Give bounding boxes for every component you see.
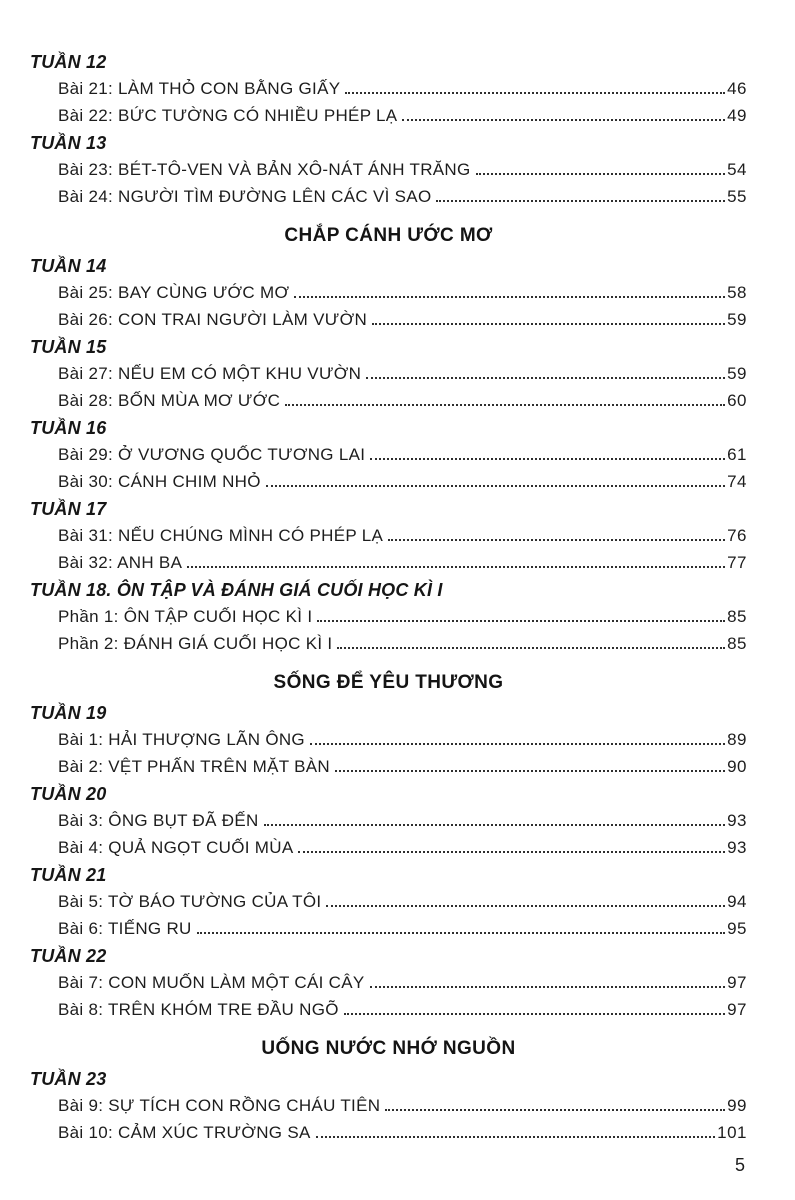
dot-leader xyxy=(266,485,725,487)
toc-entry xyxy=(30,1000,747,1027)
week-heading xyxy=(30,784,747,811)
dot-leader xyxy=(370,458,725,460)
dot-leader xyxy=(337,647,725,649)
week-heading xyxy=(30,256,747,283)
toc-entry-page: 60 xyxy=(727,391,747,410)
toc-entry-page: 97 xyxy=(727,1000,747,1019)
toc-entry-label: Bài 31: NẾU CHÚNG MÌNH CÓ PHÉP LẠ xyxy=(58,526,384,545)
toc-entry-label: Bài 26: CON TRAI NGƯỜI LÀM VƯỜN xyxy=(58,310,368,329)
week-heading xyxy=(30,52,747,79)
toc-entry-label: Bài 27: NẾU EM CÓ MỘT KHU VƯỜN xyxy=(58,364,362,383)
toc-entry-label: Bài 10: CẢM XÚC TRƯỜNG SA xyxy=(58,1123,311,1142)
dot-leader xyxy=(372,323,725,325)
toc-entry-page: 55 xyxy=(727,187,747,206)
toc-entry-page: 59 xyxy=(727,364,747,383)
toc-entry-label: Bài 8: TRÊN KHÓM TRE ĐẦU NGÕ xyxy=(58,1000,339,1019)
dot-leader xyxy=(316,1136,716,1138)
section-heading xyxy=(30,672,747,694)
toc-entry-page: 76 xyxy=(727,526,747,545)
toc-entry-page: 61 xyxy=(727,445,747,464)
week-heading xyxy=(30,946,747,973)
toc-entry-page: 101 xyxy=(717,1123,747,1142)
week-heading-label: TUẦN 21 xyxy=(30,865,107,885)
section-heading-label: UỐNG NƯỚC NHỚ NGUỒN xyxy=(261,1038,516,1059)
dot-leader xyxy=(187,566,725,568)
toc-entry xyxy=(30,919,747,946)
toc-entry-page: 93 xyxy=(727,838,747,857)
week-heading-label: TUẦN 12 xyxy=(30,52,107,72)
toc-entry-page: 58 xyxy=(727,283,747,302)
dot-leader xyxy=(285,404,725,406)
week-heading xyxy=(30,499,747,526)
toc-entry xyxy=(30,472,747,499)
toc-entry xyxy=(30,607,747,634)
toc-entry xyxy=(30,838,747,865)
section-heading xyxy=(30,225,747,247)
toc-entry-label: Bài 3: ÔNG BỤT ĐÃ ĐẾN xyxy=(58,811,259,830)
dot-leader xyxy=(317,620,725,622)
dot-leader xyxy=(344,1013,725,1015)
dot-leader xyxy=(310,743,725,745)
dot-leader xyxy=(366,377,725,379)
week-heading xyxy=(30,703,747,730)
section-heading-label: CHẮP CÁNH ƯỚC MƠ xyxy=(284,225,493,246)
toc-entry xyxy=(30,283,747,310)
toc-entry-page: 97 xyxy=(727,973,747,992)
toc-entry-label: Bài 7: CON MUỐN LÀM MỘT CÁI CÂY xyxy=(58,973,365,992)
week-heading-label: TUẦN 22 xyxy=(30,946,107,966)
toc-entry-label: Bài 1: HẢI THƯỢNG LÃN ÔNG xyxy=(58,730,305,749)
dot-leader xyxy=(264,824,725,826)
toc-entry xyxy=(30,730,747,757)
toc-entry xyxy=(30,811,747,838)
page-number: 5 xyxy=(734,1155,745,1175)
toc-entry-page: 49 xyxy=(727,106,747,125)
toc-entry xyxy=(30,634,747,661)
toc-entry-label: Bài 9: SỰ TÍCH CON RỒNG CHÁU TIÊN xyxy=(58,1096,381,1115)
toc-entry-page: 94 xyxy=(727,892,747,911)
toc-entry-page: 95 xyxy=(727,919,747,938)
toc-entry xyxy=(30,892,747,919)
toc-entry xyxy=(30,79,747,106)
toc-entry xyxy=(30,310,747,337)
toc-entry xyxy=(30,526,747,553)
toc-entry-label: Bài 29: Ở VƯƠNG QUỐC TƯƠNG LAI xyxy=(58,445,366,464)
toc-entry xyxy=(30,445,747,472)
toc-entry-page: 90 xyxy=(727,757,747,776)
toc-entry xyxy=(30,160,747,187)
toc-entry-page: 46 xyxy=(727,79,747,98)
toc-entry-page: 54 xyxy=(727,160,747,179)
toc-entry-page: 85 xyxy=(727,634,747,653)
week-heading xyxy=(30,133,747,160)
toc-entry xyxy=(30,1123,747,1150)
week-heading xyxy=(30,1069,747,1096)
toc-entry xyxy=(30,757,747,784)
toc-entry xyxy=(30,1096,747,1123)
dot-leader xyxy=(335,770,725,772)
toc-entry-page: 74 xyxy=(727,472,747,491)
dot-leader xyxy=(326,905,725,907)
dot-leader xyxy=(476,173,726,175)
week-heading-label: TUẦN 13 xyxy=(30,133,107,153)
toc-entry xyxy=(30,391,747,418)
dot-leader xyxy=(385,1109,725,1111)
toc-entry-label: Bài 21: LÀM THỎ CON BẰNG GIẤY xyxy=(58,79,341,98)
week-heading-label: TUẦN 17 xyxy=(30,499,107,519)
toc-entry-label: Bài 4: QUẢ NGỌT CUỐI MÙA xyxy=(58,838,294,857)
week-heading xyxy=(30,865,747,892)
dot-leader xyxy=(298,851,725,853)
dot-leader xyxy=(436,200,725,202)
toc-entry-label: Bài 25: BAY CÙNG ƯỚC MƠ xyxy=(58,283,290,302)
toc-entry-label: Phần 1: ÔN TẬP CUỐI HỌC KÌ I xyxy=(58,607,313,626)
toc-entry-page: 99 xyxy=(727,1096,747,1115)
week-heading-label: TUẦN 20 xyxy=(30,784,107,804)
dot-leader xyxy=(294,296,725,298)
week-heading-label: TUẦN 23 xyxy=(30,1069,107,1089)
toc-entry xyxy=(30,973,747,1000)
section-heading-label: SỐNG ĐỂ YÊU THƯƠNG xyxy=(273,672,504,693)
week-heading xyxy=(30,580,747,607)
toc-entry xyxy=(30,553,747,580)
toc-entry-label: Bài 32: ANH BA xyxy=(58,553,183,572)
toc-entry-page: 89 xyxy=(727,730,747,749)
dot-leader xyxy=(388,539,725,541)
week-heading-label: TUẦN 19 xyxy=(30,703,107,723)
toc-entry-label: Bài 24: NGƯỜI TÌM ĐƯỜNG LÊN CÁC VÌ SAO xyxy=(58,187,432,206)
toc-entry-label: Bài 28: BỐN MÙA MƠ ƯỚC xyxy=(58,391,281,410)
toc-entry-label: Bài 22: BỨC TƯỜNG CÓ NHIỀU PHÉP LẠ xyxy=(58,106,398,125)
week-heading xyxy=(30,418,747,445)
toc-entry-page: 59 xyxy=(727,310,747,329)
toc-entry-page: 93 xyxy=(727,811,747,830)
section-heading xyxy=(30,1038,747,1060)
toc-entry xyxy=(30,106,747,133)
toc-entry-label: Bài 6: TIẾNG RU xyxy=(58,919,192,938)
dot-leader xyxy=(370,986,726,988)
table-of-contents xyxy=(30,52,747,1150)
week-heading-label: TUẦN 14 xyxy=(30,256,107,276)
week-heading-label: TUẦN 16 xyxy=(30,418,107,438)
week-heading xyxy=(30,337,747,364)
toc-entry-label: Bài 30: CÁNH CHIM NHỎ xyxy=(58,472,261,491)
toc-entry-label: Bài 5: TỜ BÁO TƯỜNG CỦA TÔI xyxy=(58,892,322,911)
toc-entry-label: Bài 2: VỆT PHẤN TRÊN MẶT BÀN xyxy=(58,757,330,776)
toc-entry-page: 85 xyxy=(727,607,747,626)
toc-entry-page: 77 xyxy=(727,553,747,572)
toc-entry-label: Phần 2: ĐÁNH GIÁ CUỐI HỌC KÌ I xyxy=(58,634,333,653)
week-heading-label: TUẦN 18. ÔN TẬP VÀ ĐÁNH GIÁ CUỐI HỌC KÌ I xyxy=(30,580,443,600)
dot-leader xyxy=(345,92,725,94)
dot-leader xyxy=(197,932,725,934)
toc-entry-label: Bài 23: BÉT-TÔ-VEN VÀ BẢN XÔ-NÁT ÁNH TRĂNG xyxy=(58,160,471,179)
week-heading-label: TUẦN 15 xyxy=(30,337,107,357)
toc-entry xyxy=(30,364,747,391)
toc-entry xyxy=(30,187,747,214)
dot-leader xyxy=(402,119,725,121)
